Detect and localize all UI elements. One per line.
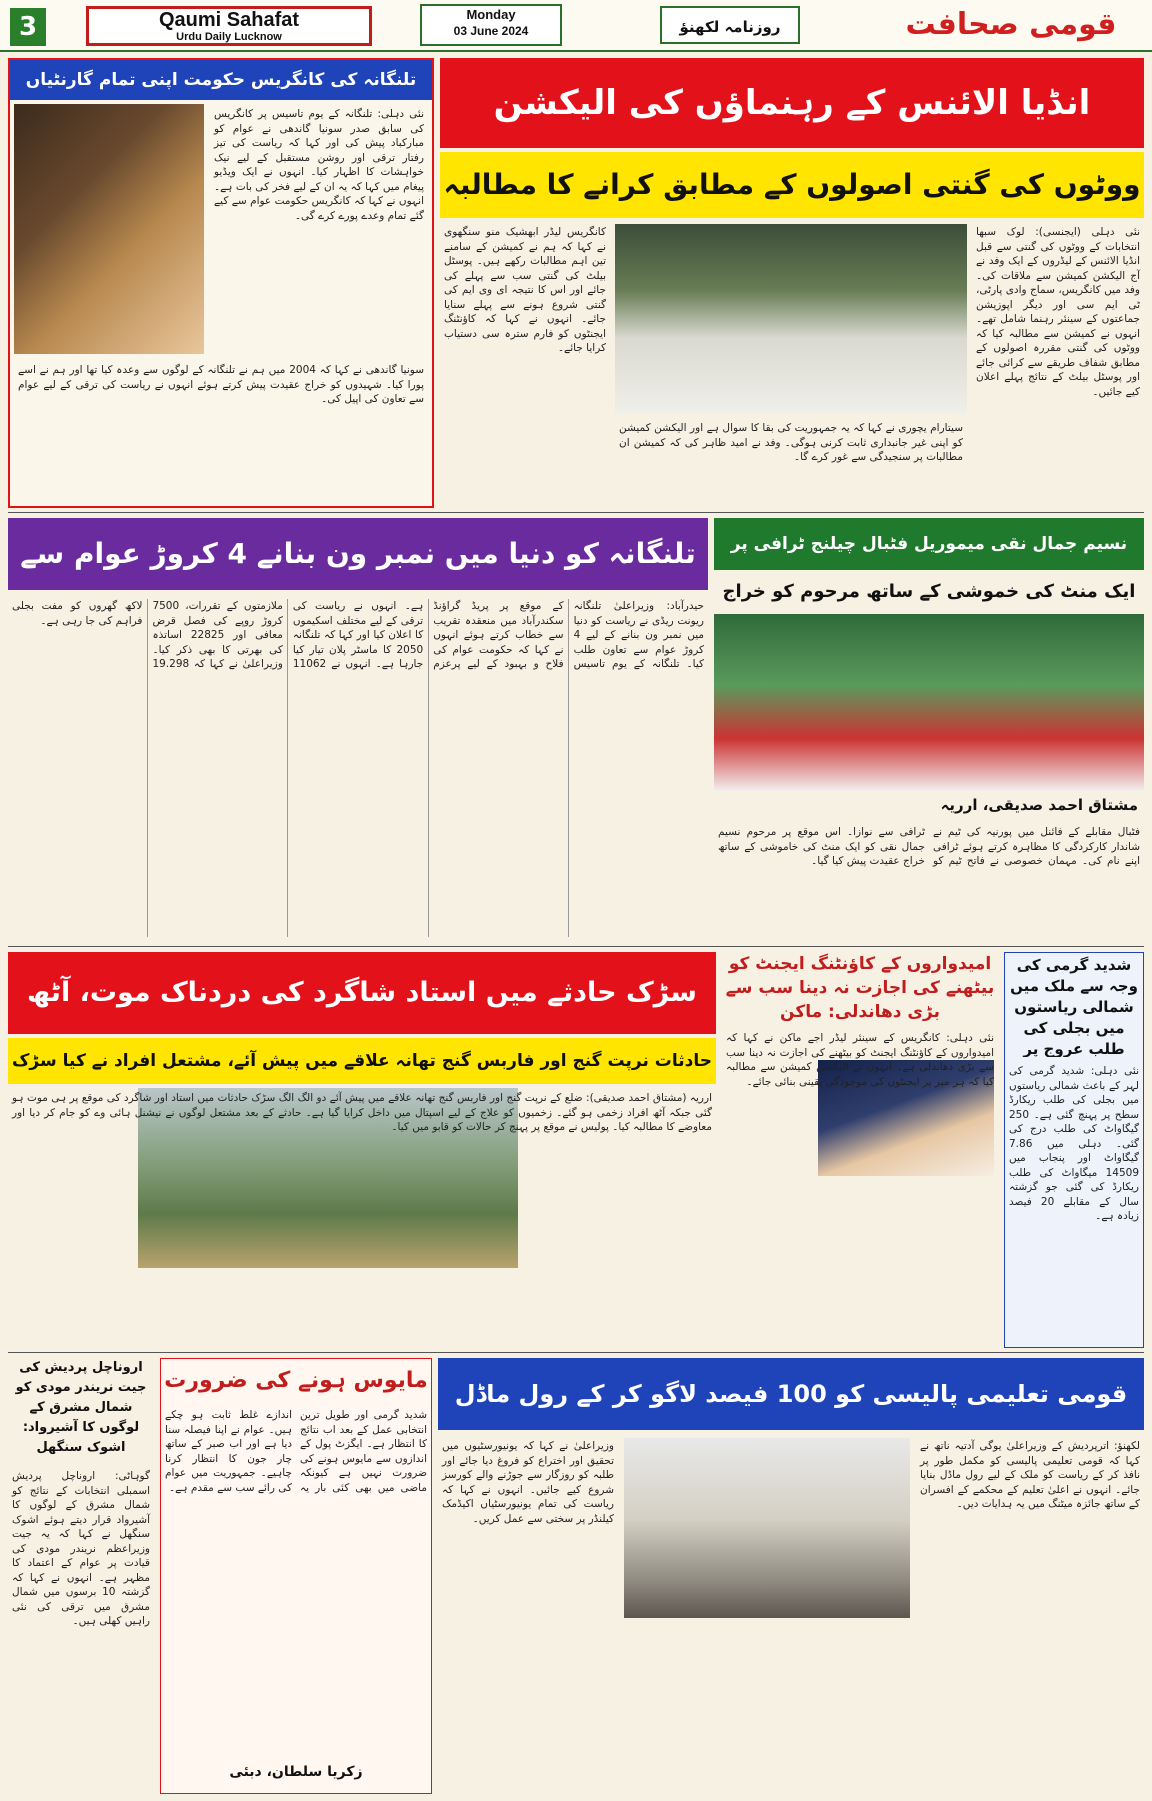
education-body-left: وزیراعلیٰ نے کہا کہ یونیورسٹیوں میں تحقیق اور اختراع کو فروغ دیا جائے اور طلبہ کو روزگار سے جوڑنے والے کورسز شروع کیے جائیں۔ انہوں نے کہا کہ ریاست کی تمام یونیورسٹیاں اکیڈمک کیلنڈر پر سختی سے عمل کریں۔: [442, 1440, 614, 1525]
accident-subheadline: حادثات نرپت گنج اور فاربس گنج تھانہ علاقے میں پیش آئے، مشتعل افراد نے کیا سڑک: [8, 1038, 716, 1084]
newspaper-tagline: Urdu Daily Lucknow: [176, 31, 282, 43]
football-story: [714, 518, 1144, 942]
football-headline: نسیم جمال نقی میموریل فٹبال چیلنج ٹرافی پر: [714, 518, 1144, 570]
issue-day: Monday: [466, 7, 516, 22]
divider-row-1: [8, 512, 1144, 513]
sonia-headline: تلنگانہ کی کانگریس حکومت اپنی تمام گارنٹیاں: [10, 60, 432, 100]
education-headline: قومی تعلیمی پالیسی کو 100 فیصد لاگو کر کے رول ماڈل: [438, 1358, 1144, 1430]
date-plate: [420, 4, 562, 46]
heat-story: [1004, 952, 1144, 1348]
divider-row-2: [8, 946, 1144, 947]
maken-headline: امیدواروں کے کاؤنٹنگ ایجنٹ کو بیٹھنے کی اجازت نہ دینا سب سے بڑی دھاندلی: ماکن: [725, 954, 995, 1022]
accident-body: ارریہ (مشتاق احمد صدیقی): ضلع کے نرپت گنج اور فاربس گنج تھانہ علاقے میں پیش آئے دو الگ الگ سڑک حادثات میں استاد اور شاگرد کی موقع پر ہی موت ہو گئی جبکہ آٹھ افراد زخمی ہو گئے۔ زخمیوں کو علاج کے لیے اسپتال میں داخل کرایا گیا ہے۔ حادثے کے بعد مشتعل لوگوں نے نیشنل ہائی وے کو جام کر دیا اور معاوضے کا مطالبہ کیا۔ پولیس نے موقع پر پہنچ کر حالات کو قابو میں کیا۔: [12, 1092, 712, 1133]
newspaper-name-urdu: قومی صحافت: [905, 7, 1117, 42]
football-photo: [714, 614, 1144, 792]
column-author: زکریا سلطان، دبئی: [229, 1764, 363, 1780]
india-alliance-body-mid: کانگریس لیڈر ابھشیک منو سنگھوی نے کہا کہ ہم نے کمیشن کے سامنے تین اہم مطالبات رکھے ہیں۔ پوسٹل بیلٹ کی گنتی سب سے پہلے کی جائے اور اس کا نتیجہ ای وی ایم کی گنتی شروع ہونے سے پہلے سنایا جائے۔ انہوں نے کہا کہ کاؤنٹنگ ایجنٹوں کو فارم سترہ سی دستیاب کرایا جائے۔: [444, 226, 606, 354]
heat-body: نئی دہلی: شدید گرمی کی لہر کے باعث شمالی ریاستوں میں بجلی کی طلب ریکارڈ سطح پر پہنچ گئی ہے۔ 250 گیگاواٹ کی طلب درج کی گئی۔ دہلی میں 7.86 گیگاواٹ اور پنجاب میں 14509 میگاواٹ کی طلب ریکارڈ کی گئی جو گزشتہ سال کے مقابلے 20 فیصد زیادہ ہے۔: [1009, 1065, 1139, 1222]
accident-story: [8, 952, 716, 1348]
sonia-body-col-1: نئی دہلی: تلنگانہ کے یوم تاسیس پر کانگریس کی سابق صدر سونیا گاندھی نے عوام کو مبارکباد پیش کی اور کہا کہ ریاست کی تیز رفتار ترقی اور روشن مستقبل کے لیے نیک خواہشات کا اظہار کیا۔ انہوں نے ایک ویڈیو پیغام میں کہا کہ یہ ان کے لیے فخر کی بات ہے۔ انہوں نے کہا کہ کانگریس حکومت عوام سے کیے گئے تمام وعدے پورے کرے گی۔: [214, 108, 424, 222]
issue-date: 03 June 2024: [453, 24, 529, 38]
edition-label: روزنامہ لکھنؤ: [660, 6, 800, 44]
india-alliance-story: [440, 58, 1144, 508]
heat-headline: شدید گرمی کی وجہ سے ملک میں شمالی ریاستوں میں بجلی کی طلب عروج پر: [1010, 956, 1138, 1057]
arunachal-body: گوہاٹی: اروناچل پردیش اسمبلی انتخابات کے نتائج کو شمال مشرق کے لوگوں کا آشیرواد قرار دیتے ہوئے اشوک سنگھل نے کہا کہ یہ جیت وزیراعظم نریندر مودی کی قیادت پر عوام کے اعتماد کا مظہر ہے۔ انہوں نے کہا کہ گزشتہ 10 برسوں میں شمال مشرق میں ترقی کی نئی راہیں کھلی ہیں۔: [12, 1470, 150, 1627]
telangana-body: حیدرآباد: وزیراعلیٰ تلنگانہ ریونت ریڈی نے ریاست کو دنیا میں نمبر ون بنانے کے لیے 4 کروڑ عوام سے تعاون طلب کیا۔ تلنگانہ کے یوم تاسیس کے موقع پر پریڈ گراؤنڈ سکندرآباد میں منعقدہ تقریب سے خطاب کرتے ہوئے انہوں نے کہا کہ حکومت عوام کی فلاح و بہبود کے لیے پرعزم ہے۔ انہوں نے ریاست کی ترقی کے لیے مختلف اسکیموں کا اعلان کیا اور کہا کہ تلنگانہ 2050 کا ماسٹر پلان تیار کیا جارہا ہے۔ انہوں نے 11062 ملازمتوں کے تقررات، 7500 کروڑ روپے کی فصل قرض معافی اور 22825 اساتذہ کی بھرتی کا بھی ذکر کیا۔ وزیراعلیٰ نے کہا کہ 19.298 لاکھ گھروں کو مفت بجلی فراہم کی جا رہی ہے۔: [12, 600, 704, 670]
education-body-right: لکھنؤ: اترپردیش کے وزیراعلیٰ یوگی آدتیہ ناتھ نے کہا کہ قومی تعلیمی پالیسی کو مکمل طور پر نافذ کر کے ریاست کو ملک کے لیے رول ماڈل بنایا جائے۔ انہوں نے اعلیٰ تعلیم کے محکمے کے افسران کے ساتھ جائزہ میٹنگ میں یہ ہدایات دیں۔: [920, 1440, 1140, 1510]
telangana-headline: تلنگانہ کو دنیا میں نمبر ون بنانے 4 کروڑ عوام سے: [8, 518, 708, 590]
english-nameplate: [86, 6, 372, 46]
football-body: فٹبال مقابلے کے فائنل میں پورنیہ کی ٹیم نے شاندار کارکردگی کا مظاہرہ کرتے ہوئے ٹرافی اپنے نام کی۔ مہمان خصوصی نے فاتح ٹیم کو ٹرافی سے نوازا۔ اس موقع پر مرحوم نسیم جمال نقی کو ایک منٹ کی خاموشی کے ساتھ خراج عقیدت پیش کیا گیا۔: [718, 826, 1140, 867]
sonia-photo: [14, 104, 204, 354]
column-body: شدید گرمی اور طویل ترین انتخابی عمل کے بعد اب نتائج کا انتظار ہے۔ ایگزٹ پول کے اندازوں سے مایوس ہونے کی ضرورت نہیں ہے کیونکہ ماضی میں بھی کئی بار یہ اندازے غلط ثابت ہو چکے ہیں۔ عوام نے اپنا فیصلہ سنا دیا ہے اور اب صبر کے ساتھ چار جون کا انتظار کرنا چاہیے۔ جمہوریت میں عوام کی رائے سب سے مقدم ہے۔: [165, 1409, 427, 1494]
india-alliance-body-bottom: سیتارام یچوری نے کہا کہ یہ جمہوریت کی بقا کا سوال ہے اور الیکشن کمیشن کو اپنی غیر جانبداری ثابت کرنی ہوگی۔ وفد نے امید ظاہر کی کہ کمیشن ان مطالبات پر سنجیدگی سے غور کرے گا۔: [619, 422, 963, 463]
india-alliance-photo: [615, 224, 967, 414]
accident-headline: سڑک حادثے میں استاد شاگرد کی دردناک موت، آٹھ: [8, 952, 716, 1034]
arunachal-headline: اروناچل پردیش کی جیت نریندر مودی کو شمال مشرق کے لوگوں کا آشیرواد: اشوک سنگھل: [15, 1360, 147, 1455]
maken-body: نئی دہلی: کانگریس کے سینئر لیڈر اجے ماکن نے کہا کہ امیدواروں کے کاؤنٹنگ ایجنٹ کو بیٹھنے کی اجازت نہ دینا سب سے بڑی دھاندلی ہے۔ انہوں نے الیکشن کمیشن سے مطالبہ کیا کہ ہر میز پر ایجنٹوں کی موجودگی یقینی بنائی جائے۔: [726, 1032, 994, 1088]
education-story: [438, 1358, 1144, 1794]
football-subheadline: ایک منٹ کی خموشی کے ساتھ مرحوم کو خراج: [722, 581, 1136, 602]
sonia-body-col-2: سونیا گاندھی نے کہا کہ 2004 میں ہم نے تلنگانہ کے لوگوں سے وعدہ کیا تھا اور ہم نے اسے پورا کیا۔ شہیدوں کو خراج عقیدت پیش کرتے ہوئے انہوں نے ریاست کی ترقی کے لیے عوام سے تعاون کی اپیل کی۔: [18, 364, 424, 405]
india-alliance-subheadline: ووٹوں کی گنتی اصولوں کے مطابق کرانے کا مطالبہ: [440, 152, 1144, 218]
telangana-story: [8, 518, 708, 942]
page-number: 3: [10, 8, 46, 46]
column-headline: مایوس ہونے کی ضرورت: [164, 1368, 428, 1393]
india-alliance-headline: انڈیا الائنس کے رہنماؤں کی الیکشن: [440, 58, 1144, 148]
newspaper-name-en: Qaumi Sahafat: [158, 9, 300, 31]
sonia-story: [8, 58, 434, 508]
arunachal-story: [8, 1358, 154, 1794]
maken-story: [722, 952, 998, 1348]
column-story: [160, 1358, 432, 1794]
masthead: [0, 0, 1152, 52]
divider-row-3: [8, 1352, 1144, 1353]
education-photo: [624, 1438, 910, 1618]
football-byline: مشتاق احمد صدیقی، ارریہ: [940, 796, 1138, 814]
india-alliance-body-right: نئی دہلی (ایجنسی): لوک سبھا انتخابات کے ووٹوں کی گنتی سے قبل انڈیا الائنس کے لیڈروں کے ایک وفد نے آج الیکشن کمیشن سے ملاقات کی۔ وفد میں کانگریس، سماج وادی پارٹی، ٹی ایم سی اور دیگر اپوزیشن جماعتوں کے سینئر رہنما شامل تھے۔ انہوں نے کمیشن سے مطالبہ کیا کہ ووٹوں کی گنتی مقررہ اصولوں کے مطابق شفاف طریقے سے کرائی جائے اور پوسٹل بیلٹ کے نتائج پہلے اعلان کیے جائیں۔: [976, 226, 1140, 398]
